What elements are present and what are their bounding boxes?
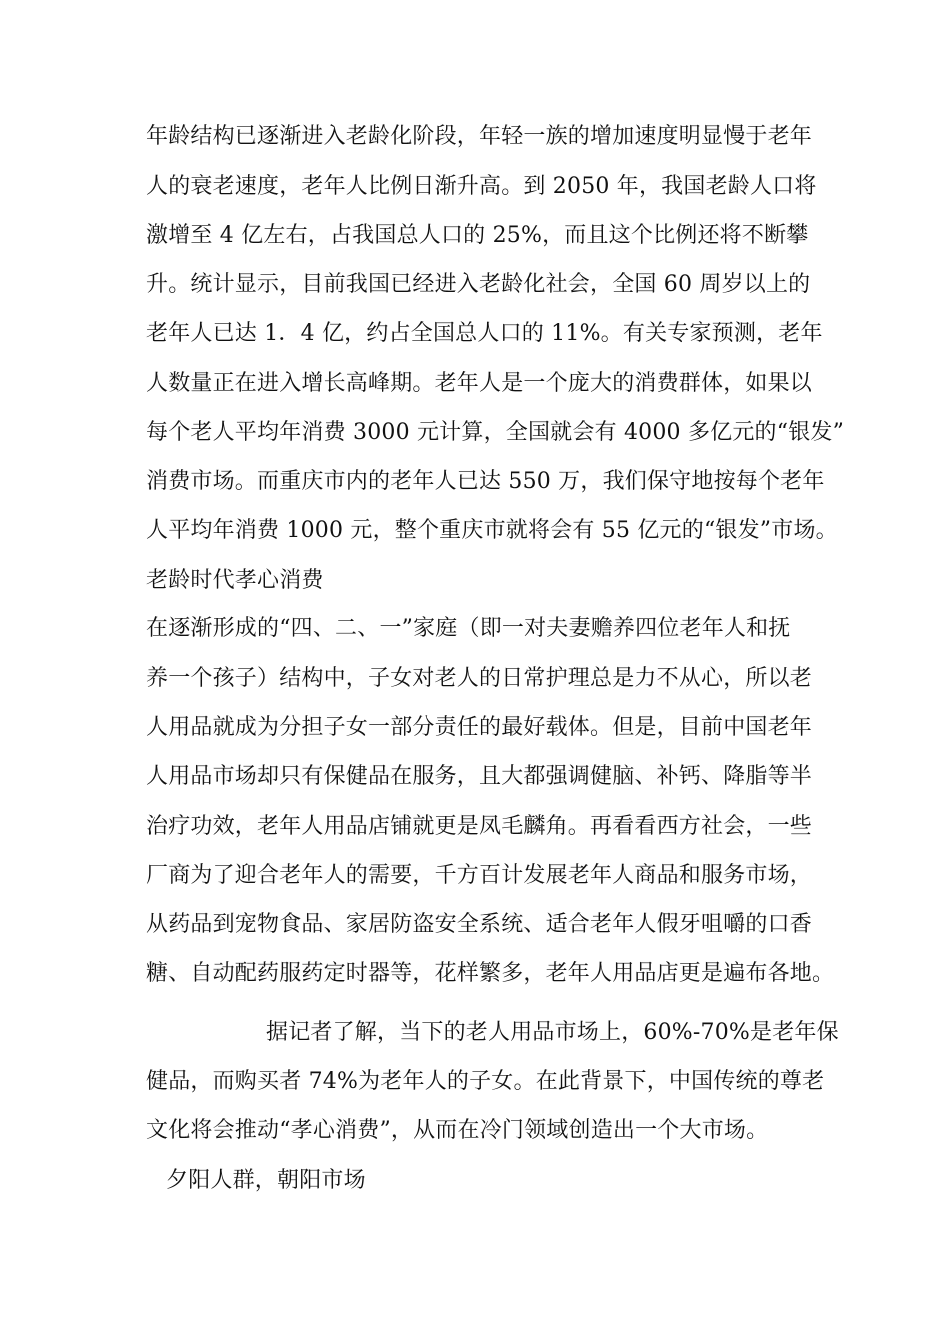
paragraph-1-line-9: 人平均年消费 1000 元，整个重庆市就将会有 55 亿元的“银发”市场。 xyxy=(146,518,838,543)
paragraph-1-line-2: 人的衰老速度，老年人比例日渐升高。到 2050 年，我国老龄人口将 xyxy=(146,174,817,199)
paragraph-3-line-1: 据记者了解，当下的老人用品市场上，60%-70%是老年保 xyxy=(266,1020,839,1045)
paragraph-1-line-4: 升。统计显示，目前我国已经进入老龄化社会，全国 60 周岁以上的 xyxy=(146,272,811,297)
paragraph-1-line-7: 每个老人平均年消费 3000 元计算，全国就会有 4000 多亿元的“银发” xyxy=(146,420,845,445)
paragraph-2-line-1: 在逐渐形成的“四、二、一”家庭（即一对夫妻赡养四位老年人和抚 xyxy=(146,616,791,641)
paragraph-1-line-3: 激增至 4 亿左右，占我国总人口的 25%，而且这个比例还将不断攀 xyxy=(146,223,809,248)
paragraph-2-line-4: 人用品市场却只有保健品在服务，且大都强调健脑、补钙、降脂等半 xyxy=(146,764,813,789)
paragraph-3-line-2: 健品，而购买者 74%为老年人的子女。在此背景下，中国传统的尊老 xyxy=(146,1069,825,1094)
section-heading-1: 老龄时代孝心消费 xyxy=(146,568,324,593)
paragraph-1-line-6: 人数量正在进入增长高峰期。老年人是一个庞大的消费群体，如果以 xyxy=(146,371,813,396)
paragraph-2-line-5: 治疗功效，老年人用品店铺就更是凤毛麟角。再看看西方社会，一些 xyxy=(146,814,813,839)
paragraph-1-line-8: 消费市场。而重庆市内的老年人已达 550 万，我们保守地按每个老年 xyxy=(146,469,825,494)
paragraph-2-line-6: 厂商为了迎合老年人的需要，千方百计发展老年人商品和服务市场， xyxy=(146,863,813,888)
paragraph-3-line-3: 文化将会推动“孝心消费”，从而在冷门领域创造出一个大市场。 xyxy=(146,1118,769,1143)
paragraph-2-line-2: 养一个孩子）结构中，子女对老人的日常护理总是力不从心，所以老 xyxy=(146,666,813,691)
paragraph-1-line-1: 年龄结构已逐渐进入老龄化阶段，年轻一族的增加速度明显慢于老年 xyxy=(146,124,813,149)
paragraph-2-line-8: 糖、自动配药服药定时器等，花样繁多，老年人用品店更是遍布各地。 xyxy=(146,961,835,986)
paragraph-2-line-3: 人用品就成为分担子女一部分责任的最好载体。但是，目前中国老年 xyxy=(146,715,813,740)
paragraph-2-line-7: 从药品到宠物食品、家居防盗安全系统、适合老年人假牙咀嚼的口香 xyxy=(146,912,813,937)
paragraph-1-line-5: 老年人已达 1．4 亿，约占全国总人口的 11%。有关专家预测，老年 xyxy=(146,321,823,346)
section-heading-2: 夕阳人群，朝阳市场 xyxy=(166,1168,366,1193)
